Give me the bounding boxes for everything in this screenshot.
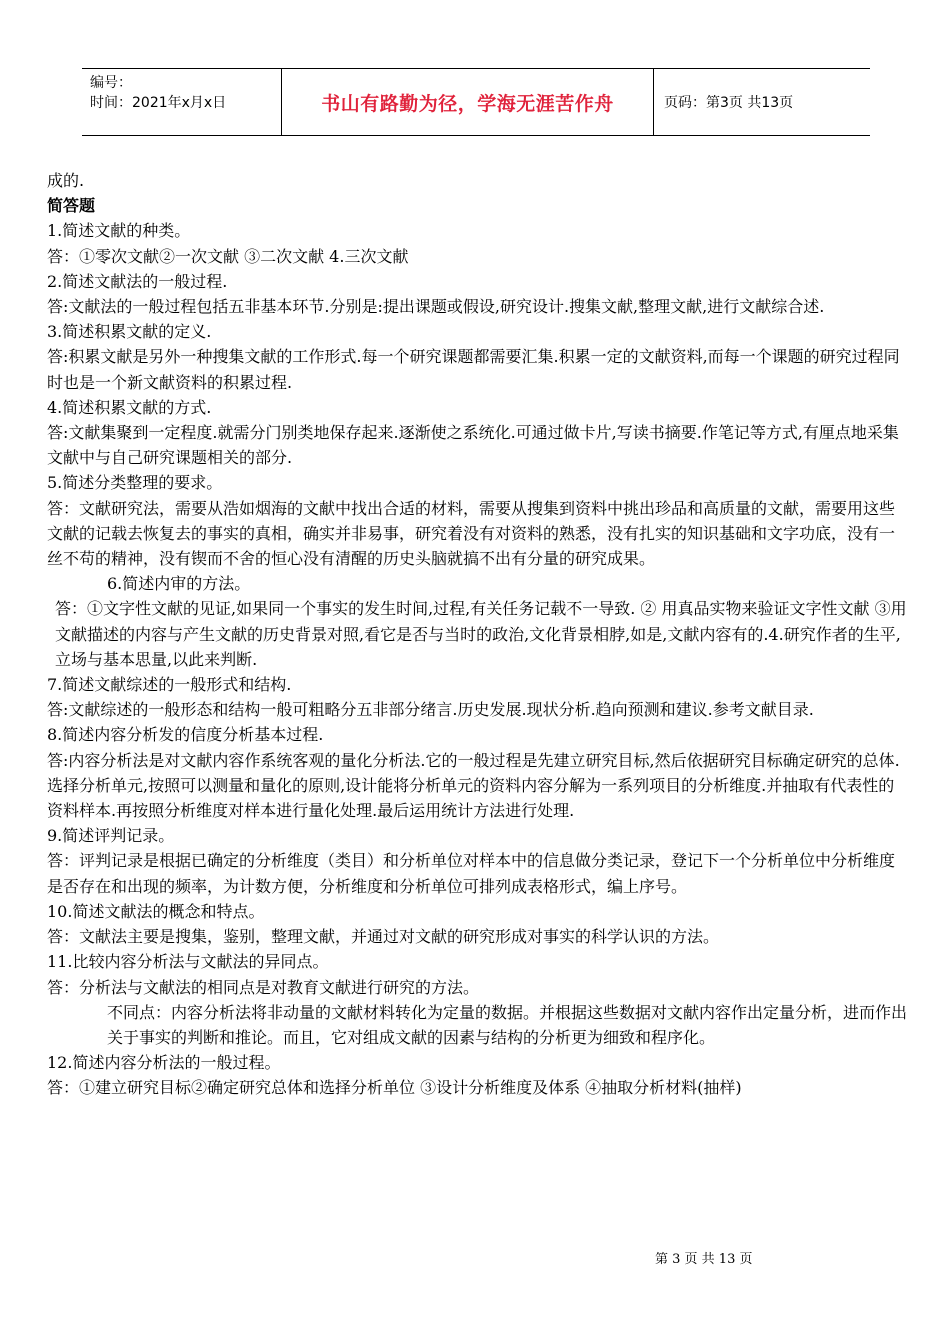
answer: 答：文献研究法，需要从浩如烟海的文献中找出合适的材料，需要从搜集到资料中挑出珍品和高质量的文献，需要用这些文献的记载去恢复去的事实的真相，确实并非易事，研究着没有对资料的熟悉，没有扎实的知识基础和文字功底，没有一丝不苟的精神，没有锲而不舍的恒心没有清醒的历史头脑就搞不出有分量的研究成果。 bbox=[47, 498, 896, 569]
answer: 答:积累文献是另外一种搜集文献的工作形式.每一个研究课题都需要汇集.积累一定的文献资料,而每一个课题的研究过程同时也是一个新文献资料的积累过程. bbox=[47, 347, 900, 392]
question: 12.简述内容分析法的一般过程。 bbox=[47, 1053, 281, 1073]
question: 6.简述内审的方法。 bbox=[107, 574, 251, 594]
answer: 答:文献集聚到一定程度.就需分门别类地保存起来.逐渐使之系统化.可通过做卡片,写读书摘要.作笔记等方式,有厘点地采集文献中与自己研究课题相关的部分. bbox=[47, 423, 899, 468]
question: 8.简述内容分析发的信度分析基本过程. bbox=[47, 725, 324, 745]
header-page-cell bbox=[654, 69, 870, 135]
motto: 书山有路勤为径，学海无涯苦作舟 bbox=[321, 92, 614, 115]
header-table bbox=[82, 68, 870, 136]
question: 9.简述评判记录。 bbox=[47, 826, 175, 846]
header-meta bbox=[82, 69, 282, 135]
answer: 答：分析法与文献法的相同点是对教育文献进行研究的方法。 bbox=[47, 977, 480, 997]
text-line: 成的. bbox=[47, 171, 85, 190]
question: 3.简述积累文献的定义. bbox=[47, 322, 212, 342]
question: 1.简述文献的种类。 bbox=[47, 221, 191, 241]
document-body bbox=[47, 168, 907, 1101]
answer: 答:文献法的一般过程包括五非基本环节.分别是:提出课题或假设,研究设计.搜集文献,整理文献,进行文献综合述. bbox=[47, 297, 825, 317]
page-footer: 第 3 页 共 13 页 bbox=[655, 1252, 753, 1267]
answer: 答：①文字性文献的见证,如果同一个事实的发生时间,过程,有关任务记载不一导致. ② 用真品实物来验证文字性文献 ③用文献描述的内容与产生文献的历史背景对照,看它是否与当时的政治,文化背景相脖,如是,文献内容有的.4.研究作者的生平,立场与基本思量,以此来判断. bbox=[55, 599, 907, 669]
question: 7.简述文献综述的一般形式和结构. bbox=[47, 675, 292, 695]
section-title: 简答题 bbox=[47, 196, 96, 216]
date-label: 时间：2021年x月x日 bbox=[90, 95, 227, 111]
question: 10.简述文献法的概念和特点。 bbox=[47, 901, 265, 921]
question: 2.简述文献法的一般过程. bbox=[47, 271, 228, 291]
answer: 答：评判记录是根据已确定的分析维度（类目）和分析单位对样本中的信息做分类记录，登记下一个分析单位中分析维度是否存在和出现的频率，为计数方便，分析维度和分析单位可排列成表格形式，编上序号。 bbox=[47, 851, 896, 896]
answer: 答:内容分析法是对文献内容作系统客观的量化分析法.它的一般过程是先建立研究目标,然后依据研究目标确定研究的总体.选择分析单元,按照可以测量和量化的原则,设计能将分析单元的资料内容分解为一系列项目的分析维度.并抽取有代表性的资料样本.再按照分析维度对样本进行量化处理.最后运用统计方法进行处理. bbox=[47, 750, 900, 821]
answer: 答：①零次文献②一次文献 ③二次文献 4.三次文献 bbox=[47, 246, 409, 266]
answer-continued: 不同点：内容分析法将非动量的文献材料转化为定量的数据。并根据这些数据对文献内容作出定量分析，进而作出关于事实的判断和推论。而且，它对组成文献的因素与结构的分析更为细致和程序化。 bbox=[107, 1002, 908, 1047]
number-label: 编号： bbox=[90, 75, 132, 91]
question: 5.简述分类整理的要求。 bbox=[47, 473, 223, 493]
header-motto-cell bbox=[282, 69, 654, 135]
answer: 答：文献法主要是搜集，鉴别，整理文献，并通过对文献的研究形成对事实的科学认识的方法。 bbox=[47, 927, 720, 947]
question: 11.比较内容分析法与文献法的异同点。 bbox=[47, 952, 329, 972]
answer: 答：①建立研究目标②确定研究总体和选择分析单位 ③设计分析维度及体系 ④抽取分析材料(抽样) bbox=[47, 1078, 742, 1098]
question: 4.简述积累文献的方式. bbox=[47, 397, 212, 417]
page-label: 页码：第3页 共13页 bbox=[664, 95, 794, 111]
answer: 答:文献综述的一般形态和结构一般可粗略分五非部分绪言.历史发展.现状分析.趋向预测和建议.参考文献目录. bbox=[47, 700, 814, 720]
